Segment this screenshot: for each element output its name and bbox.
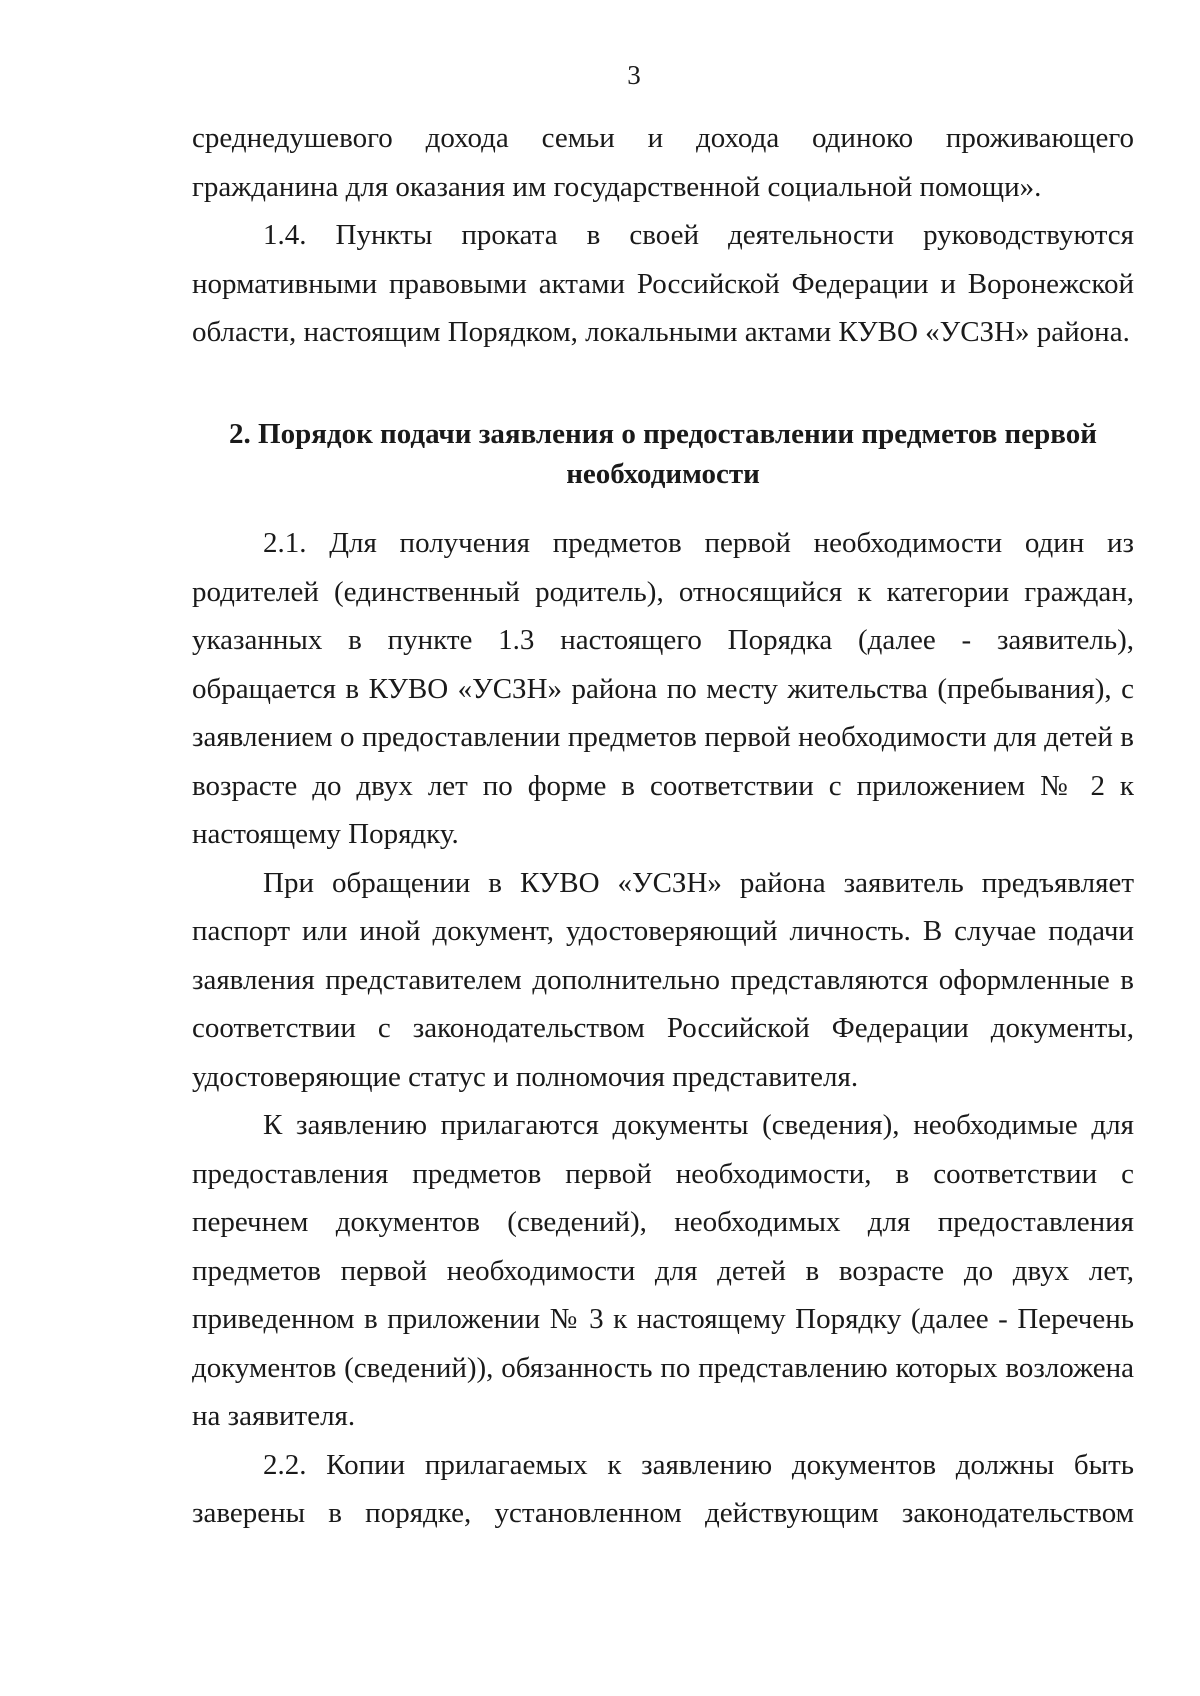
- paragraph-2-1: 2.1. Для получения предметов первой необходимости один из родителей (единственный родитель), относящийся к категории граждан, указанных в пункте 1.3 настоящего Порядка (далее - заявитель), обращается в КУВО «УСЗН» района по месту жительства (пребывания), с заявлением о предоставлении предметов первой необходимости для детей в возрасте до двух лет по форме в соответствии с приложением № 2 к настоящему Порядку.: [192, 527, 1134, 850]
- section-2-body: [192, 519, 1134, 1538]
- paragraph-attachments: К заявлению прилагаются документы (сведения), необходимые для предоставления предметов первой необходимости, в соответствии с перечнем документов (сведений), необходимых для предоставления предметов первой необходимости для детей в возрасте до двух лет, приведенном в приложении № 3 к настоящему Порядку (далее - Перечень документов (сведений)), обязанность по представлению которых возложена на заявителя.: [192, 1109, 1134, 1432]
- continuation-paragraph: среднедушевого дохода семьи и дохода одиноко проживающего гражданина для оказания им государственной социальной помощи».: [192, 122, 1134, 203]
- paragraph-1-4: 1.4. Пункты проката в своей деятельности руководствуются нормативными правовыми актами Российской Федерации и Воронежской области, настоящим Порядком, локальными актами КУВО «УСЗН» района.: [192, 219, 1134, 348]
- top-text-block: [192, 114, 1134, 357]
- page-number: 3: [627, 60, 641, 90]
- section-2-heading: [192, 414, 1134, 494]
- section-2-heading-line1: 2. Порядок подачи заявления о предоставлении предметов первой: [229, 418, 1097, 450]
- paragraph-passport: При обращении в КУВО «УСЗН» района заявитель предъявляет паспорт или иной документ, удостоверяющий личность. В случае подачи заявления представителем дополнительно представляются оформленные в соответствии с законодательством Российской Федерации документы, удостоверяющие статус и полномочия представителя.: [192, 866, 1134, 1093]
- paragraph-2-2: 2.2. Копии прилагаемых к заявлению документов должны быть заверены в порядке, установленном действующим законодательством: [192, 1448, 1134, 1529]
- section-2-heading-line2: необходимости: [566, 458, 760, 490]
